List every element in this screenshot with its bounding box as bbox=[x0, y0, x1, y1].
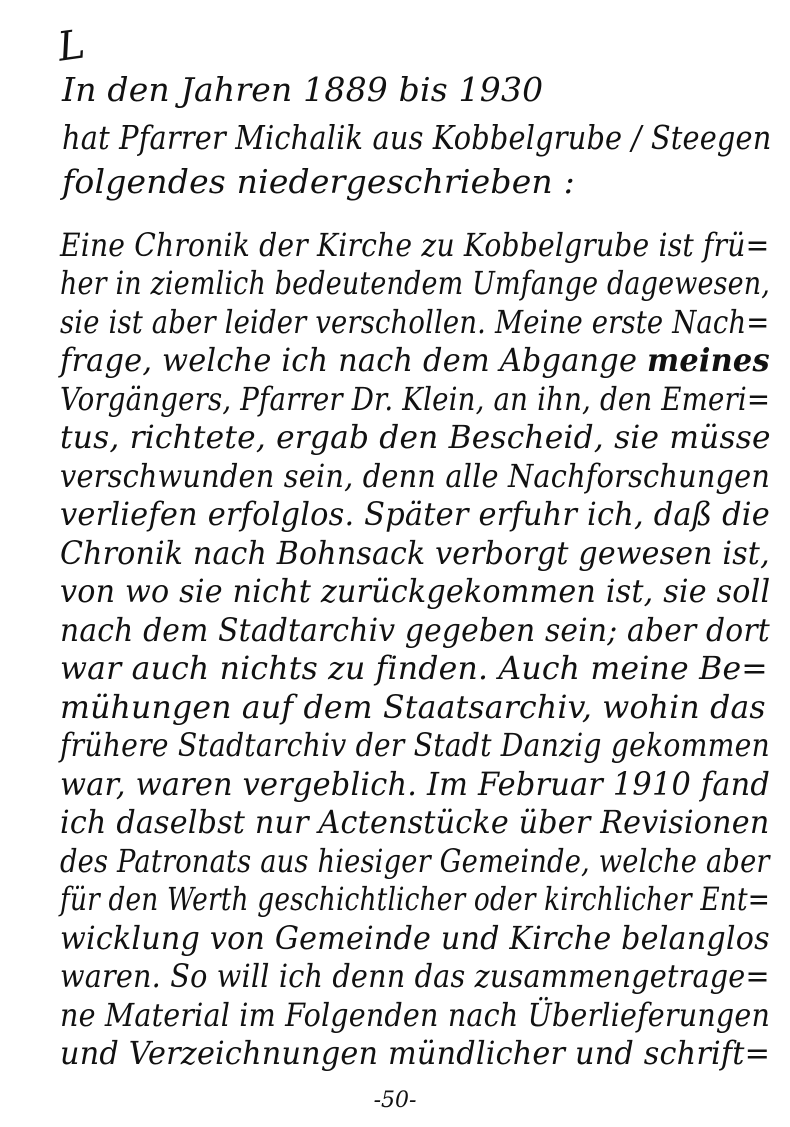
body-line-11: nach dem Stadtarchiv gegeben sein; aber dort bbox=[60, 613, 770, 649]
body-line-5: Vorgängers, Pfarrer Dr. Klein, an ihn, den Emeri= bbox=[60, 382, 771, 418]
body-line-14: frühere Stadtarchiv der Stadt Danzig gekommen bbox=[60, 728, 770, 764]
body-line-10: von wo sie nicht zurückgekommen ist, sie soll bbox=[60, 574, 771, 610]
body-line-8: verliefen erfolglos. Später erfuhr ich, daß die bbox=[60, 497, 770, 533]
heading-line-1: In den Jahren 1889 bis 1930 bbox=[62, 70, 544, 109]
body-line-22: und Verzeichnungen mündlicher und schrift= bbox=[60, 1036, 771, 1072]
heading-line-3: folgendes niedergeschrieben : bbox=[62, 162, 575, 201]
body-line-13: mühungen auf dem Staatsarchiv, wohin das bbox=[60, 690, 766, 726]
body-line-12: war auch nichts zu finden. Auch meine Be= bbox=[60, 651, 768, 687]
body-line-21: ne Material im Folgenden nach Überlieferungen bbox=[60, 998, 771, 1034]
body-line-20: waren. So will ich denn das zusammengetrage= bbox=[60, 959, 770, 995]
margin-mark: L bbox=[54, 21, 88, 71]
body-line-4 bbox=[60, 341, 770, 381]
body-line-9: Chronik nach Bohnsack verborgt gewesen ist, bbox=[60, 536, 770, 572]
body-line-6: tus, richtete, ergab den Bescheid, sie müsse bbox=[60, 420, 771, 456]
body-line-16: ich daselbst nur Actenstücke über Revisionen bbox=[60, 805, 770, 841]
body-line-3: sie ist aber leider verschollen. Meine erste Nach= bbox=[60, 305, 770, 341]
body-line-1: Eine Chronik der Kirche zu Kobbelgrube ist frü= bbox=[60, 228, 770, 264]
body-line-2: her in ziemlich bedeutendem Umfange dagewesen, bbox=[60, 266, 771, 302]
body-line-19: wicklung von Gemeinde und Kirche belanglos bbox=[60, 921, 770, 957]
body-line-17: des Patronats aus hiesiger Gemeinde, welche aber bbox=[60, 844, 770, 880]
body-line-4-bold: meines bbox=[646, 342, 770, 379]
body-line-4-text: frage, welche ich nach dem Abgange bbox=[60, 343, 638, 379]
body-line-15: war, waren vergeblich. Im Februar 1910 fand bbox=[60, 767, 771, 803]
body-line-7: verschwunden sein, denn alle Nachforschungen bbox=[60, 459, 771, 495]
heading-line-2: hat Pfarrer Michalik aus Kobbelgrube / Steegen bbox=[62, 118, 772, 157]
page-number: -50- bbox=[373, 1088, 417, 1113]
body-line-18: für den Werth geschichtlicher oder kirchlicher Ent= bbox=[60, 882, 771, 918]
